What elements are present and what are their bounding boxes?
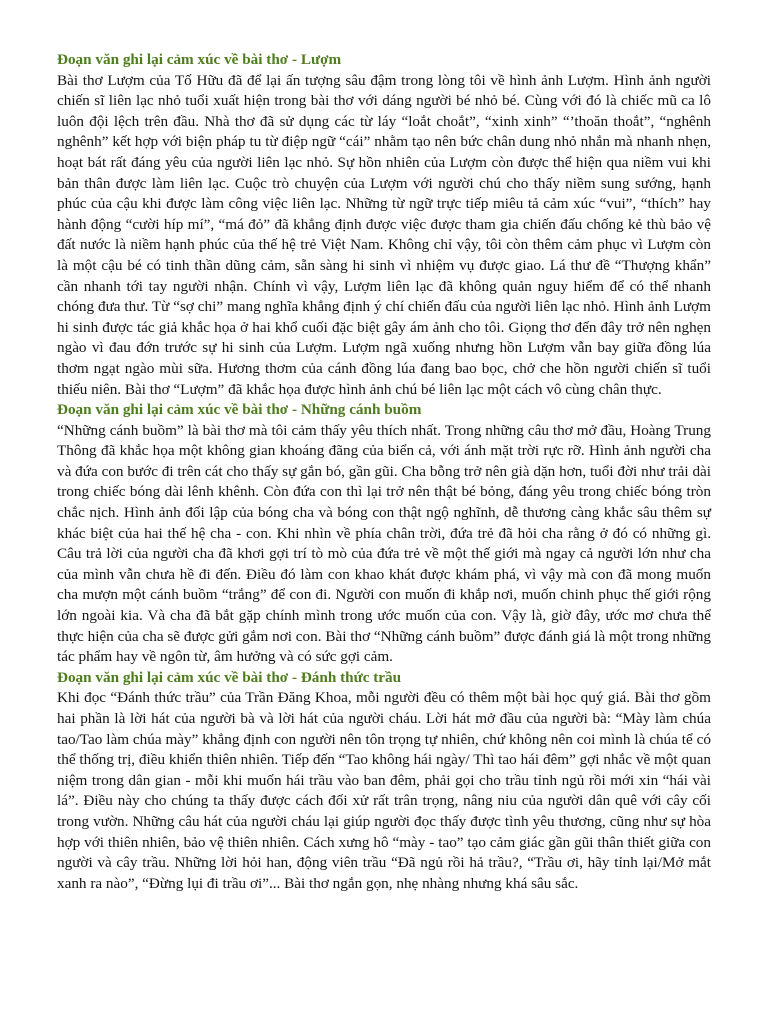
section-danh-thuc-trau	[57, 668, 711, 895]
section-title-nhung-canh-buom: Đoạn văn ghi lại cảm xúc về bài thơ - Những cánh buồm	[57, 401, 422, 419]
section-body-luom: Bài thơ Lượm của Tố Hữu đã để lại ấn tượng sâu đậm trong lòng tôi về hình ảnh Lượm. Hình ảnh người chiến sĩ liên lạc nhỏ tuổi xuất hiện trong bài thơ với dáng người bé nhỏ bé. Cùng với đó là chiếc mũ ca lô luôn đội lệch trên đầu. Nhà thơ đã sử dụng các từ láy “loắt choắt”, “xinh xinh” “’thoăn thoắt”, “nghênh nghênh” kết hợp với biện pháp tu từ điệp ngữ “cái” nhằm tạo nên bức chân dung nhỏ nhắn mà nhanh nhẹn, hoạt bát rất đáng yêu của người liên lạc nhỏ. Sự hồn nhiên của Lượm còn được thể hiện qua niềm vui khi bản thân được làm liên lạc. Cuộc trò chuyện của Lượm với người chú cho thấy niềm sung sướng, hạnh phúc của cậu khi được làm công việc liên lạc. Những từ ngữ trực tiếp miêu tả cảm xúc “vui”, “thích” hay hành động “cười híp mí”, “má đỏ” đã khẳng định được việc được tham gia chiến đấu chống kẻ thù bảo vệ đất nước là niềm hạnh phúc của thế hệ trẻ Việt Nam. Không chỉ vậy, tôi còn thêm cảm phục vì Lượm còn là một cậu bé có tinh thần dũng cảm, sẵn sàng hi sinh vì nhiệm vụ được giao. Lá thư đề “Thượng khẩn” cần nhanh tới tay người nhận. Chính vì vậy, Lượm liên lạc đã không quản nguy hiểm để có thể nhanh chóng đưa thư. Từ “sợ chi” mang nghĩa khẳng định ý chí chiến đấu của người liên lạc nhỏ. Hình ảnh Lượm hi sinh được tác giả khắc họa ở hai khổ cuối đặc biệt gây ám ảnh cho tôi. Giọng thơ đến đây trở nên nghẹn ngào vì đau đớn trước sự hi sinh của Lượm. Lượm ngã xuống nhưng hồn Lượm vẫn bay giữa đồng lúa thơm ngạt ngào mùi sữa. Hương thơm của cánh đồng lúa đang bao bọc, chở che hồn người chiến sĩ tuổi thiếu niên. Bài thơ “Lượm” đã khắc họa được hình ảnh chú bé liên lạc một cách vô cùng chân thực.	[57, 71, 711, 398]
document-page	[57, 50, 711, 894]
section-title-luom: Đoạn văn ghi lại cảm xúc về bài thơ - Lượm	[57, 51, 342, 68]
section-luom	[57, 50, 711, 400]
section-nhung-canh-buom	[57, 400, 711, 668]
section-body-nhung-canh-buom: “Những cánh buồm” là bài thơ mà tôi cảm thấy yêu thích nhất. Trong những câu thơ mở đầu, Hoàng Trung Thông đã khắc họa một không gian khoáng đãng của biển cả, với ánh mặt trời rực rỡ. Hình ảnh người cha và đứa con bước đi trên cát cho thấy sự gắn bó, gần gũi. Cha bỗng trở nên già dặn hơn, tuổi đời như trải dài trong chiếc bóng dài lênh khênh. Còn đứa con thì lại trở nên thật bé bỏng, đáng yêu trong chiếc bóng tròn chắc nịch. Hình ảnh đối lập của bóng cha và bóng con thật ngộ nghĩnh, dễ thương càng khắc sâu thêm sự khác biệt của hai thế hệ cha - con. Khi nhìn về phía chân trời, đứa trẻ đã hỏi cha rằng ở đó có những gì. Câu trả lời của người cha đã khơi gợi trí tò mò của đứa trẻ về một thế giới mà ngay cả người lớn như cha của mình vẫn chưa hề đi đến. Điều đó làm con khao khát được khám phá, vì vậy mà con đã mong muốn cha mượn một cánh buồm “trắng” để con đi. Người con muốn đi khắp nơi, muốn chinh phục thế giới rộng lớn ngoài kia. Và cha đã bắt gặp chính mình trong ước muốn của con. Vậy là, giờ đây, ước mơ chưa thể thực hiện của cha sẽ được gửi gắm nơi con. Bài thơ “Những cánh buồm” được đánh giá là một trong những tác phẩm hay về ngôn từ, âm hưởng và có sức gợi cảm.	[57, 421, 711, 666]
section-title-danh-thuc-trau: Đoạn văn ghi lại cảm xúc về bài thơ - Đánh thức trầu	[57, 668, 402, 686]
section-body-danh-thuc-trau: Khi đọc “Đánh thức trầu” của Trần Đăng Khoa, mỗi người đều có thêm một bài học quý giá. Bài thơ gồm hai phần là lời hát của người bà và lời hát của người cháu. Lời hát mở đầu của người bà: “Mày làm chúa tao/Tao làm chúa mày” khẳng định con người nên tôn trọng tự nhiên, chứ không nên coi mình là chúa tể có thể thống trị, điều khiển thiên nhiên. Tiếp đến “Tao không hái ngày/ Thì tao hái đêm” gợi nhắc về một quan niệm trong dân gian - mỗi khi muốn hái trầu vào ban đêm, phải gọi cho trầu tỉnh ngủ rồi mới xin “hái vài lá”. Điều này cho chúng ta thấy được cách đối xử rất trân trọng, nâng niu của người dân quê với cây cối trong vườn. Những câu hát của người cháu lại giúp người đọc thấy được tình yêu thương, cũng như sự hòa hợp với thiên nhiên, bảo vệ thiên nhiên. Cách xưng hô “mày - tao” tạo cảm giác gần gũi thân thiết giữa con người và cây trầu. Những lời hỏi han, động viên trầu “Đã ngủ rồi hả trầu?, “Trầu ơi, hãy tỉnh lại/Mở mắt xanh ra nào”, “Đừng lụi đi trầu ơi”... Bài thơ ngắn gọn, nhẹ nhàng nhưng khá sâu sắc.	[57, 689, 711, 892]
